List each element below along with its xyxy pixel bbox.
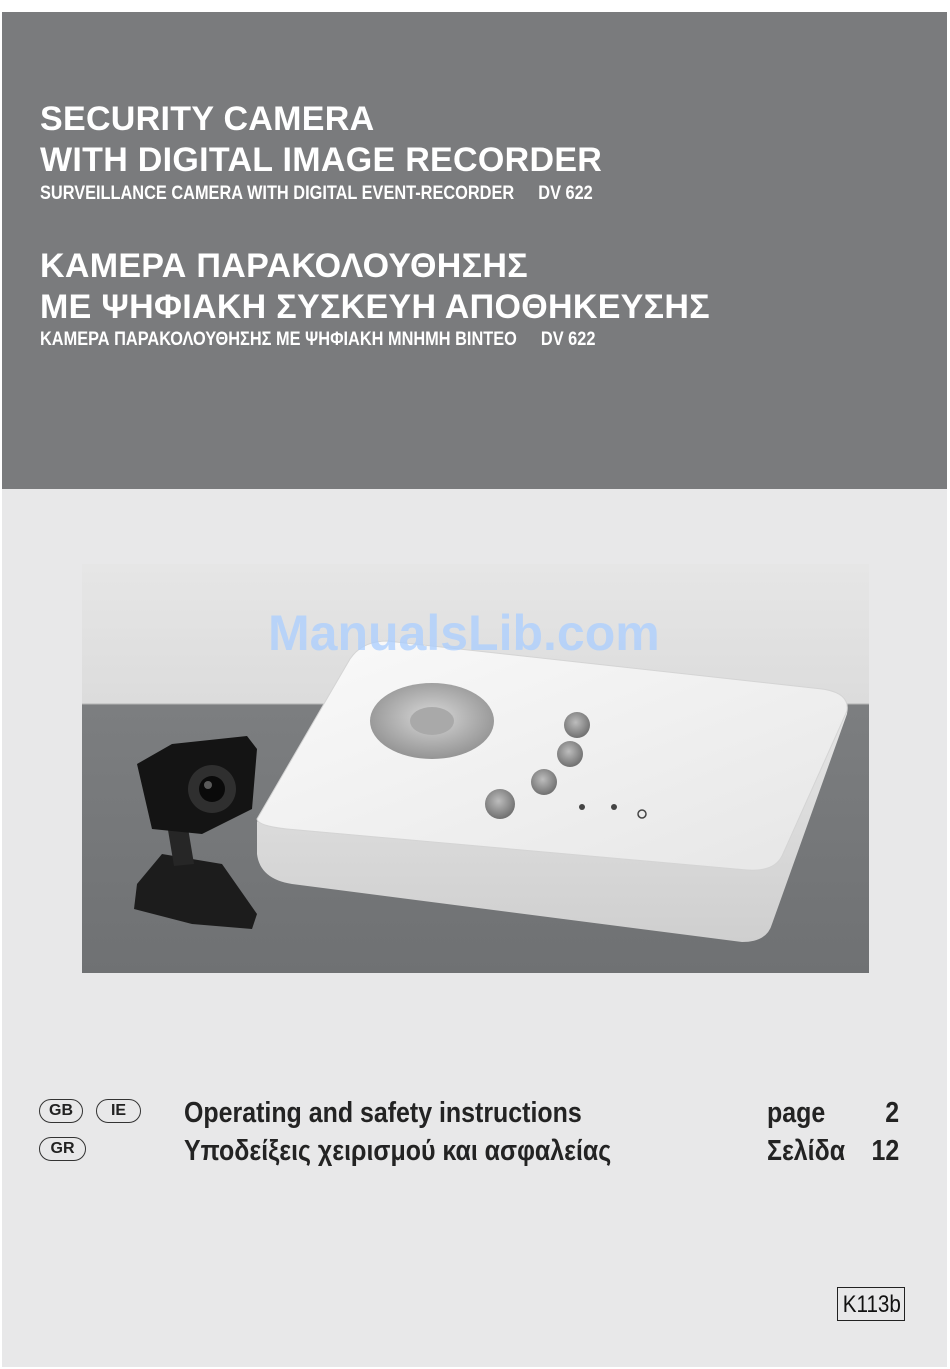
greek-subtitle [40,329,595,351]
toc-page-label-greek: Σελίδα [767,1135,846,1167]
ok-button [410,707,454,735]
toc-page-number-greek: 12 [871,1135,899,1167]
toc-page-number-english: 2 [885,1097,899,1129]
document-code-text: K113b [842,1291,901,1318]
product-photo [82,564,869,973]
greek-subtitle-text: ΚΑΜΕΡΑ ΠΑΡΑΚΟΛΟΥΘΗΣΗΣ ΜΕ ΨΗΦΙΑΚΗ ΜΝΗΜΗ ΒΙΝΤΕΟ [40,329,517,350]
cover-header [2,12,947,489]
watermark-text: ManualsLib.com [268,605,660,661]
monitor-button [557,741,583,767]
toc-title-greek: Υποδείξεις χειρισμού και ασφαλείας [184,1135,612,1167]
toc-title-english: Operating and safety instructions [184,1097,582,1129]
recorder-base-unit [257,641,847,942]
security-camera [134,736,257,929]
document-code [837,1287,905,1321]
country-badge-gr: GR [39,1137,86,1161]
quick-shot-button [485,789,515,819]
menu-button [564,712,590,738]
toc-row-greek [2,1135,947,1169]
english-model-number: DV 622 [538,183,593,204]
country-badge-ie: IE [96,1099,141,1123]
toc-page-label-english: page [767,1097,826,1129]
greek-title-line-1: ΚΑΜΕΡΑ ΠΑΡΑΚΟΛΟΥΘΗΣΗΣ [40,247,528,285]
english-title-line-2: WITH DIGITAL IMAGE RECORDER [40,141,603,179]
greek-model-number: DV 622 [540,329,596,350]
toc-row-english [2,1097,947,1131]
manual-cover [2,12,947,1367]
country-badge-gb: GB [39,1099,83,1123]
english-subtitle [40,183,593,205]
greek-title-line-2: ΜΕ ΨΗΦΙΑΚΗ ΣΥΣΚΕΥΗ ΑΠΟΘΗΚΕΥΣΗΣ [40,288,710,326]
english-subtitle-text: SURVEILLANCE CAMERA WITH DIGITAL EVENT-RECORDER [40,183,515,204]
play-button [531,769,557,795]
english-title-line-1: SECURITY CAMERA [40,100,375,138]
